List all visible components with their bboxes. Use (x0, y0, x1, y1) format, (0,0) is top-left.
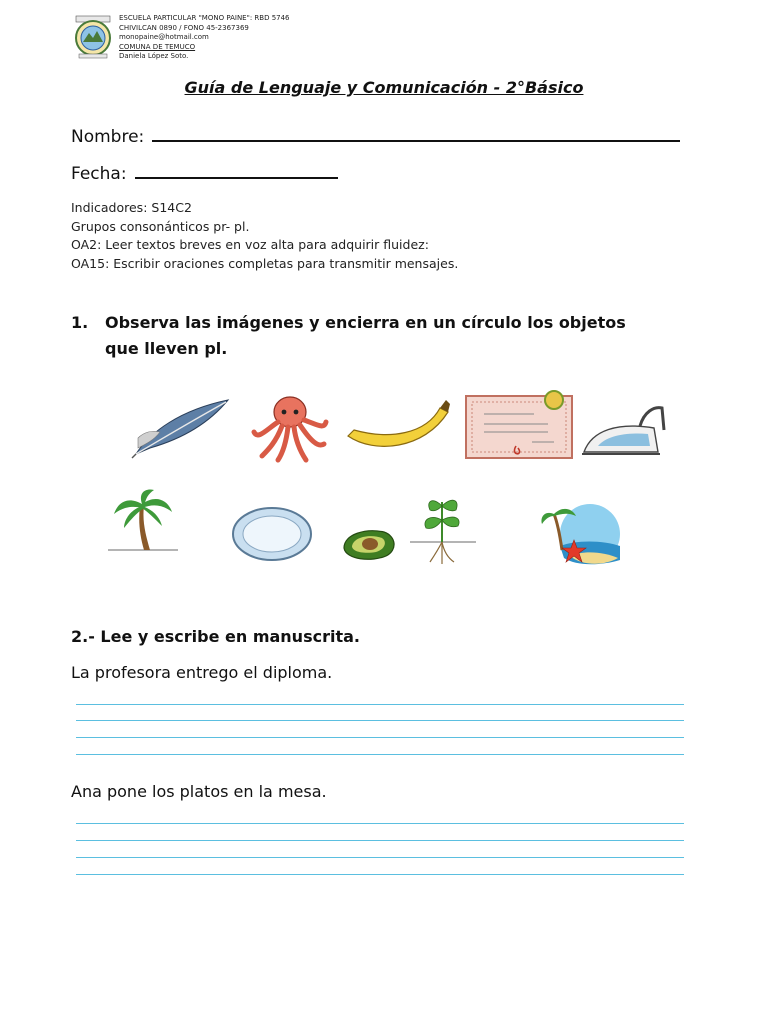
name-field[interactable] (71, 127, 680, 147)
date-field[interactable] (71, 164, 338, 184)
writing-line[interactable] (76, 704, 684, 705)
question-1-line-2: que lleven pl. (105, 339, 228, 358)
question-1-number: 1. (71, 313, 89, 332)
diploma-picture[interactable] (462, 386, 576, 462)
writing-line[interactable] (76, 737, 684, 738)
school-seal-logo (70, 14, 116, 60)
info-line: Indicadores: S14C2 (71, 200, 192, 215)
sentence-1: La profesora entrego el diploma. (71, 663, 333, 682)
header-school-name: ESCUELA PARTICULAR "MONO PAINE": RBD 5746 (119, 14, 290, 22)
avocado-picture[interactable] (340, 524, 400, 562)
feather-picture[interactable] (130, 392, 232, 460)
writing-line[interactable] (76, 874, 684, 875)
question-1 (71, 310, 701, 362)
indicators-block (71, 199, 458, 273)
writing-line[interactable] (76, 857, 684, 858)
writing-line[interactable] (76, 840, 684, 841)
school-header (119, 14, 290, 62)
info-line: Grupos consonánticos pr- pl. (71, 218, 250, 234)
info-line: OA2: Leer textos breves en voz alta para adquirir fluidez: (71, 237, 429, 252)
plant-picture[interactable] (408, 492, 478, 566)
header-email: monopaine@hotmail.com (119, 33, 209, 42)
info-line: OA15: Escribir oraciones completas para transmitir mensajes. (71, 255, 459, 271)
sentence-2: Ana pone los platos en la mesa. (71, 782, 327, 801)
iron-picture[interactable] (578, 402, 670, 460)
question-2: 2.- Lee y escribe en manuscrita. (71, 627, 360, 646)
name-line[interactable] (152, 139, 680, 142)
date-label: Fecha: (71, 164, 127, 184)
writing-line[interactable] (76, 720, 684, 721)
header-teacher: Daniela López Soto. (119, 52, 189, 61)
header-commune: COMUNA DE TEMUCO (119, 42, 196, 51)
header-address: CHIVILCAN 0890 / FONO 45-2367369 (119, 23, 249, 32)
question-1-line-1: Observa las imágenes y encierra en un círculo los objetos (105, 313, 626, 332)
octopus-picture[interactable] (248, 392, 330, 464)
writing-line[interactable] (76, 754, 684, 755)
writing-line[interactable] (76, 823, 684, 824)
banana-picture[interactable] (344, 398, 454, 454)
palm-tree-picture[interactable] (106, 488, 178, 564)
date-line[interactable] (135, 176, 338, 179)
plate-picture[interactable] (230, 505, 314, 563)
beach-picture[interactable] (540, 500, 624, 568)
name-label: Nombre: (71, 127, 145, 147)
page-title: Guía de Lenguaje y Comunicación - 2°Básico (184, 78, 584, 97)
